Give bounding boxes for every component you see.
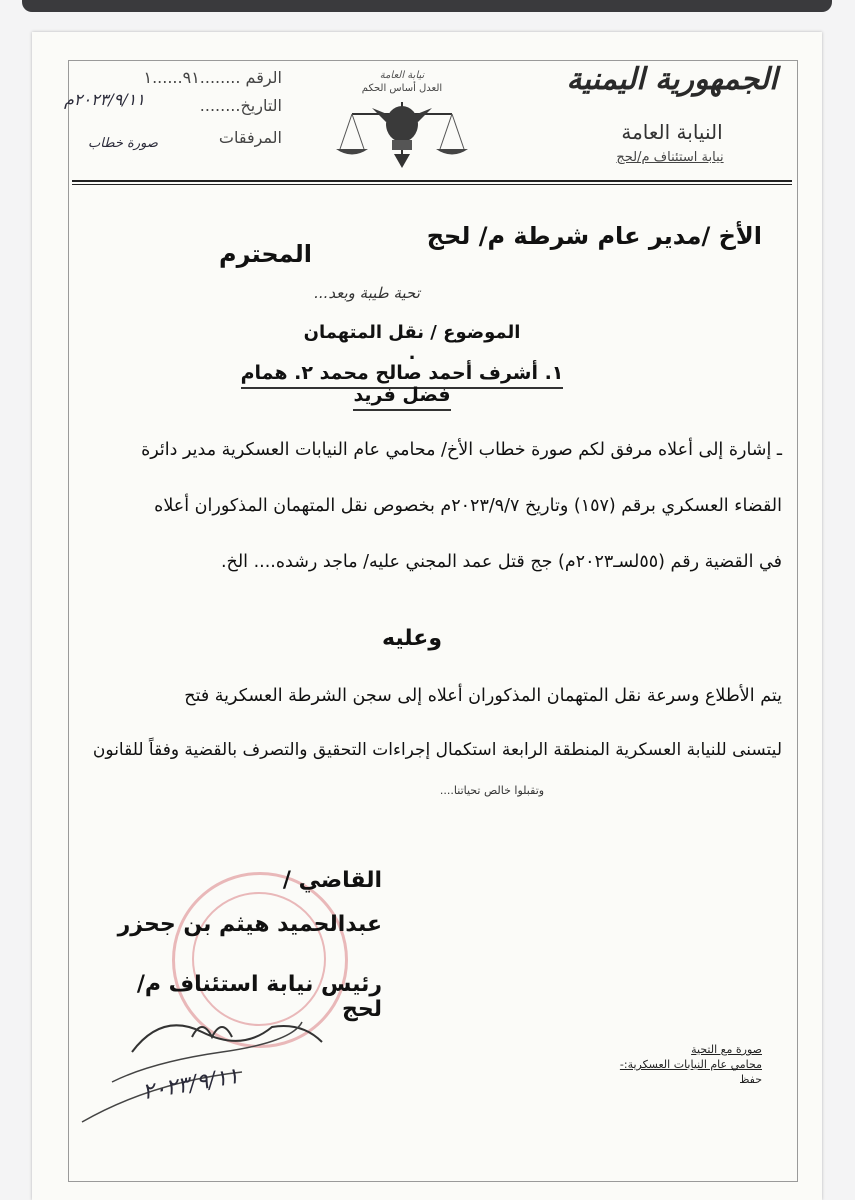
attachments-handwritten: صورة خطاب: [88, 136, 158, 151]
signature-handwritten-date: ٢٠٢٣/٩/١١: [140, 1063, 241, 1106]
emblem-caption: العدل أساس الحكم: [361, 83, 443, 94]
therefore-heading: وعليه: [381, 626, 442, 651]
subject: الموضوع / نقل المتهمان .: [303, 322, 521, 364]
addressee: الأخ /مدير عام شرطة م/ لحج: [426, 222, 762, 250]
emblem-text: نيابة العامة: [379, 70, 425, 81]
paragraph-1-line-2: القضاء العسكري برقم (١٥٧) وتاريخ ٢٠٢٣/٩/٧م بخصوص نقل المتهمان المذكوران أعلاه: [154, 496, 782, 516]
attachments-label: المرفقات: [218, 128, 282, 147]
paragraph-2-line-1: يتم الأطلاع وسرعة نقل المتهمان المذكوران أعلاه إلى سجن الشرطة العسكرية فتح: [184, 686, 782, 706]
office-name: النيابة العامة: [621, 120, 723, 144]
cc-line-2: محامي عام النيابات العسكرية:-: [619, 1058, 762, 1071]
cc-block: [592, 1042, 762, 1087]
paragraph-1: [82, 432, 782, 580]
header-divider: [72, 180, 792, 182]
handwritten-signature: [72, 992, 352, 1132]
accused-names: ١. أشرف أحمد صالح محمد ٢. همام فضل فريد: [241, 362, 564, 411]
window-top-bar: [22, 0, 832, 12]
letter-number: الرقم ........٩١......١: [143, 68, 282, 87]
cc-line-1: صورة مع التحية: [691, 1043, 762, 1056]
office-subtitle: نيابة استئناف م/لحج: [616, 150, 724, 165]
respected: المحترم: [219, 240, 312, 268]
paragraph-2: [72, 678, 782, 768]
judge-title: القاضي /: [282, 868, 382, 893]
header-divider-thin: [72, 184, 792, 185]
letter-date-handwritten: ٢٠٢٣/٩/١١م: [64, 90, 145, 109]
ministry-name: الجمهورية اليمنية: [566, 62, 778, 97]
judge-position: رئيس نيابة استئناف م/ لحج: [136, 972, 382, 1022]
paragraph-1-line-1: ـ إشارة إلى أعلاه مرفق لكم صورة خطاب الأخ/ محامي عام النيابات العسكرية مدير دائرة: [141, 440, 782, 460]
paragraph-2-line-2: ليتسنى للنيابة العسكرية المنطقة الرابعة استكمال إجراءات التحقيق والتصرف بالقضية وفقاً للقانون: [92, 740, 782, 760]
greeting: تحية طيبة وبعد...: [314, 284, 420, 302]
letter-date-label: التاريخ........: [199, 96, 282, 115]
letter-page: [32, 32, 822, 1200]
emblem: [332, 70, 472, 178]
scales-of-justice-icon: [332, 94, 472, 174]
judge-name: عبدالحميد هيثم بن جحزر: [117, 912, 382, 937]
cc-line-3: حفظ: [739, 1073, 762, 1086]
paragraph-1-line-3: في القضية رقم (٥٥لسـ٢٠٢٣م) جج قتل عمد المجني عليه/ ماجد رشده.... الخ.: [220, 552, 782, 572]
closing-line: وتقبلوا خالص تحياتنا....: [439, 784, 545, 797]
accused-wrap: [222, 362, 582, 406]
